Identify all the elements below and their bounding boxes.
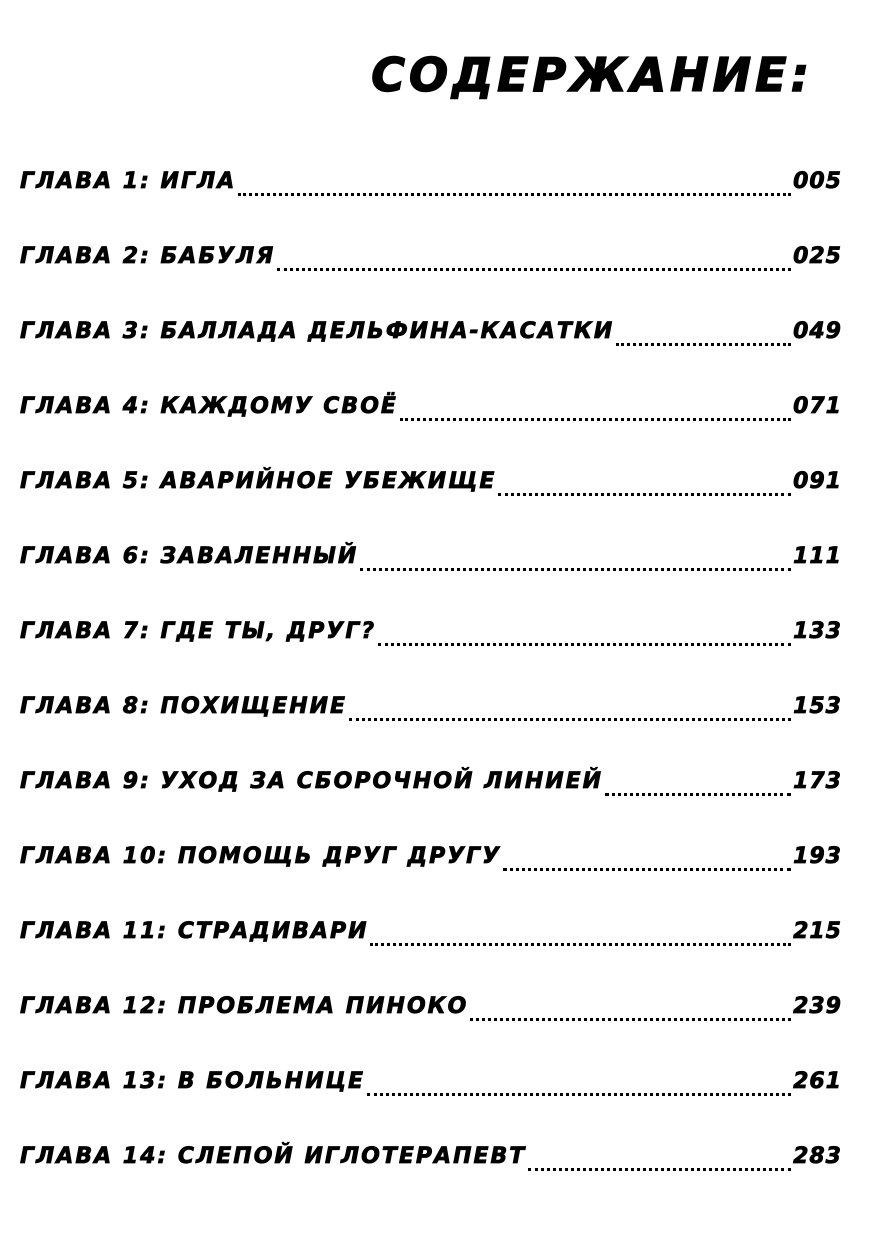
chapter-title: ГЛАВА 12: ПРОБЛЕМА ПИНОКО xyxy=(20,994,469,1019)
page-number: 239 xyxy=(793,994,842,1019)
dot-leader xyxy=(605,762,791,796)
dot-leader xyxy=(367,1062,791,1096)
dot-leader xyxy=(370,912,791,946)
chapter-title: ГЛАВА 14: СЛЕПОЙ ИГЛОТЕРАПЕВТ xyxy=(20,1144,527,1169)
toc-entry-8 xyxy=(20,687,842,762)
dot-leader xyxy=(470,987,791,1021)
toc-entry-5 xyxy=(20,462,842,537)
dot-leader xyxy=(238,162,791,196)
toc-entry-7 xyxy=(20,612,842,687)
dot-leader xyxy=(503,837,791,871)
chapter-title: ГЛАВА 10: ПОМОЩЬ ДРУГ ДРУГУ xyxy=(20,844,502,869)
toc-entry-11 xyxy=(20,912,842,987)
chapter-title: ГЛАВА 4: КАЖДОМУ СВОЁ xyxy=(20,394,398,419)
chapter-title: ГЛАВА 2: БАБУЛЯ xyxy=(20,244,276,269)
page-number: 071 xyxy=(793,394,842,419)
dot-leader xyxy=(616,312,791,346)
page-number: 133 xyxy=(793,619,842,644)
dot-leader xyxy=(498,462,791,496)
toc-entry-1 xyxy=(20,162,842,237)
dot-leader xyxy=(528,1137,791,1171)
dot-leader xyxy=(349,687,791,721)
page-number: 111 xyxy=(793,544,842,569)
toc-list xyxy=(20,162,842,1212)
toc-entry-4 xyxy=(20,387,842,462)
page-number: 215 xyxy=(793,919,842,944)
chapter-title: ГЛАВА 7: ГДЕ ТЫ, ДРУГ? xyxy=(20,619,377,644)
page-number: 193 xyxy=(793,844,842,869)
page-number: 153 xyxy=(793,694,842,719)
chapter-title: ГЛАВА 3: БАЛЛАДА ДЕЛЬФИНА-КАСАТКИ xyxy=(20,319,615,344)
toc-entry-12 xyxy=(20,987,842,1062)
dot-leader xyxy=(400,387,791,421)
chapter-title: ГЛАВА 5: АВАРИЙНОЕ УБЕЖИЩЕ xyxy=(20,469,497,494)
page-number: 261 xyxy=(793,1069,842,1094)
toc-entry-3 xyxy=(20,312,842,387)
page-number: 283 xyxy=(793,1144,842,1169)
toc-entry-13 xyxy=(20,1062,842,1137)
page-number: 049 xyxy=(793,319,842,344)
chapter-title: ГЛАВА 9: УХОД ЗА СБОРОЧНОЙ ЛИНИЕЙ xyxy=(20,769,604,794)
chapter-title: ГЛАВА 1: ИГЛА xyxy=(20,169,237,194)
page-number: 091 xyxy=(793,469,842,494)
toc-entry-14 xyxy=(20,1137,842,1212)
dot-leader xyxy=(360,537,791,571)
page-number: 173 xyxy=(793,769,842,794)
chapter-title: ГЛАВА 8: ПОХИЩЕНИЕ xyxy=(20,694,348,719)
chapter-title: ГЛАВА 11: СТРАДИВАРИ xyxy=(20,919,369,944)
dot-leader xyxy=(277,237,791,271)
toc-entry-6 xyxy=(20,537,842,612)
page-number: 025 xyxy=(793,244,842,269)
page-number: 005 xyxy=(793,169,842,194)
toc-heading: СОДЕРЖАНИЕ: xyxy=(371,48,813,102)
dot-leader xyxy=(378,612,791,646)
toc-entry-9 xyxy=(20,762,842,837)
chapter-title: ГЛАВА 6: ЗАВАЛЕННЫЙ xyxy=(20,544,359,569)
toc-entry-2 xyxy=(20,237,842,312)
toc-entry-10 xyxy=(20,837,842,912)
chapter-title: ГЛАВА 13: В БОЛЬНИЦЕ xyxy=(20,1069,366,1094)
